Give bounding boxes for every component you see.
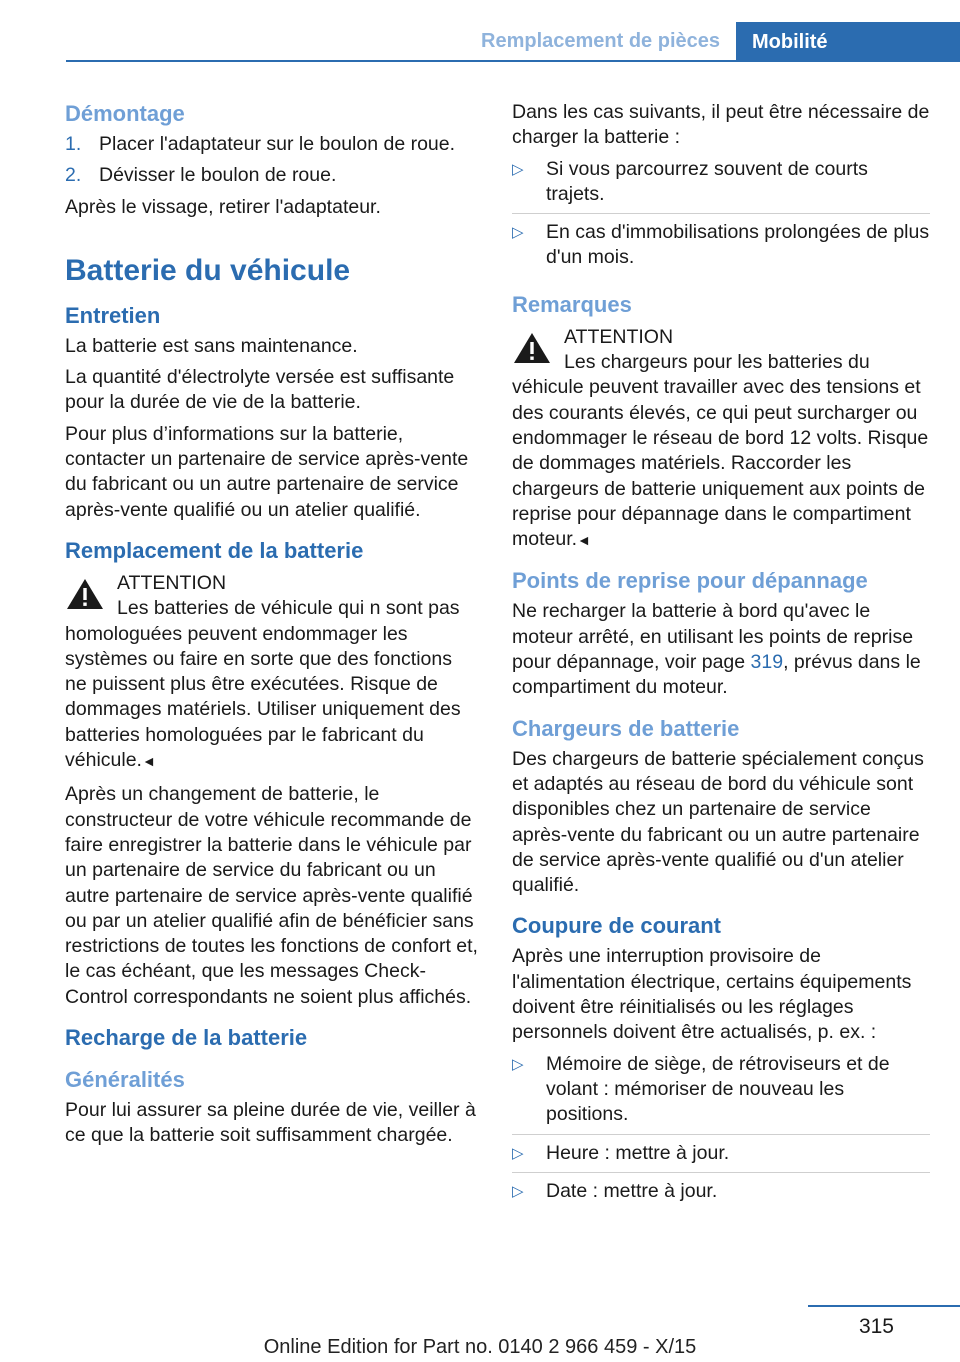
warning-title: ATTENTION — [564, 325, 674, 348]
header-chapter-tab: Mobilité — [736, 22, 960, 62]
triangle-bullet-icon: ▷ — [512, 1144, 524, 1162]
list-item — [512, 1179, 930, 1210]
after-screw-text: Après le vissage, retirer l'adaptateur. — [65, 195, 381, 218]
left-column — [65, 100, 479, 1155]
steps-list — [65, 132, 479, 189]
right-column — [512, 100, 930, 1218]
step-item — [65, 163, 479, 188]
list-item-text: Heure : mettre à jour. — [546, 1141, 730, 1164]
points-text-before: Ne recharger la batterie à bord qu'avec le moteur arrêté, en utilisant les points de reprise pour dépannage, voir page — [512, 600, 914, 674]
step-number: 1. — [65, 133, 82, 155]
header-section-title: Remplacement de pièces — [481, 30, 720, 52]
general-heading: Généralités — [65, 1067, 185, 1093]
footer-rule — [808, 1305, 960, 1307]
warning-block — [65, 571, 479, 774]
warning-block — [512, 325, 930, 554]
list-item-text: Mémoire de siège, de rétroviseurs et de volant : mémoriser de nouveau les positions. — [546, 1052, 890, 1126]
points-heading: Points de reprise pour dépannage — [512, 568, 868, 594]
list-item — [512, 1052, 930, 1135]
page-number: 315 — [858, 1315, 894, 1338]
remarks-heading: Remarques — [512, 291, 632, 317]
list-item — [512, 220, 930, 277]
list-item-text: Si vous parcourrez souvent de courts trajets. — [546, 157, 868, 205]
page-header — [0, 0, 960, 64]
step-text: Dévisser le boulon de roue. — [99, 164, 337, 187]
points-text-after: , prévus dans le compartiment du moteur. — [512, 651, 921, 699]
warning-triangle-icon — [65, 577, 105, 611]
replace-paragraph: Après un changement de batterie, le constructeur de votre véhicule recommande de faire enregistrer la batterie dans le véhicule par un partenaire de service du fabricant ou un autre partenaire de service après-vente qualifié ou par un atelier qualifié afin de bénéficier sans restrictions de toutes les fonctions de confort et, le cas échéant, que les messages Check-Control correspondants ne soient plus affichés. — [65, 783, 478, 1008]
chargers-paragraph: Des chargeurs de batterie spécialement conçus et adaptés au réseau de bord du véhicule sont disponibles chez un partenaire de service après-vente du fabricant ou un autre partenaire de service après-vente qualifié ou d'un atelier qualifié. — [512, 747, 924, 897]
list-item — [512, 157, 930, 215]
page-link[interactable]: 319 — [750, 651, 784, 674]
end-mark: ◄ — [141, 753, 156, 770]
replace-heading: Remplacement de la batterie — [65, 537, 364, 563]
triangle-bullet-icon: ▷ — [512, 1182, 524, 1200]
chargers-heading: Chargeurs de batterie — [512, 715, 740, 741]
end-mark: ◄ — [577, 532, 591, 549]
general-paragraph: Pour lui assurer sa pleine durée de vie, veiller à ce que la batterie soit suffisamment chargée. — [65, 1099, 476, 1147]
points-paragraph — [512, 599, 930, 700]
warning-triangle-icon — [512, 331, 552, 365]
triangle-bullet-icon: ▷ — [512, 224, 524, 242]
entretien-paragraph-2: La quantité d'électrolyte versée est suffisante pour la durée de vie de la batterie. — [65, 366, 455, 414]
warning-text: Les chargeurs pour les batteries du véhicule peuvent travailler avec des tensions et des courants élevés, ce qui peut surcharger ou endommager le réseau de bord 12 volts. Risque de dommages matériels. Raccorder les chargeurs de batterie uniquement aux points de reprise pour dépannage dans le compartiment moteur. — [512, 351, 929, 551]
edition-footer: Online Edition for Part no. 0140 2 966 459 - X/15 — [263, 1336, 697, 1358]
header-rule — [66, 60, 960, 62]
charge-intro: Dans les cas suivants, il peut être nécessaire de charger la batterie : — [512, 101, 930, 149]
step-item — [65, 132, 479, 157]
list-item-text: En cas d'immobilisations prolongées de plus d'un mois. — [546, 221, 930, 269]
cases-list — [512, 157, 930, 277]
warning-text: Les batteries de véhicule qui n sont pas homologuées peuvent endommager les systèmes ou faire en sorte que des fonctions ne puissent plus être exécutées. Risque de dommages matériels. Utiliser uniquement des batteries homologuées par le fabricant du véhicule. — [65, 597, 461, 772]
step-text: Placer l'adaptateur sur le boulon de roue. — [99, 133, 456, 155]
triangle-bullet-icon: ▷ — [512, 1055, 524, 1073]
triangle-bullet-icon: ▷ — [512, 160, 524, 178]
power-heading: Coupure de courant — [512, 913, 722, 939]
demontage-heading: Démontage — [65, 101, 185, 126]
power-paragraph: Après une interruption provisoire de l'alimentation électrique, certains équipements doivent être réinitialisés ou les réglages personnels doivent être actualisés, p. ex. : — [512, 945, 912, 1044]
warning-title: ATTENTION — [117, 571, 227, 594]
battery-heading: Batterie du véhicule — [65, 253, 351, 287]
list-item — [512, 1141, 930, 1173]
list-item-text: Date : mettre à jour. — [546, 1179, 718, 1202]
power-items-list — [512, 1052, 930, 1210]
entretien-heading: Entretien — [65, 302, 161, 328]
entretien-paragraph-1: La batterie est sans maintenance. — [65, 334, 358, 357]
recharge-heading: Recharge de la batterie — [65, 1025, 308, 1051]
entretien-paragraph-3: Pour plus d’informations sur la batterie, contacter un partenaire de service après-vente du fabricant ou un autre partenaire de service après-vente qualifié ou un atelier qualifié. — [65, 422, 469, 521]
step-number: 2. — [65, 164, 82, 187]
